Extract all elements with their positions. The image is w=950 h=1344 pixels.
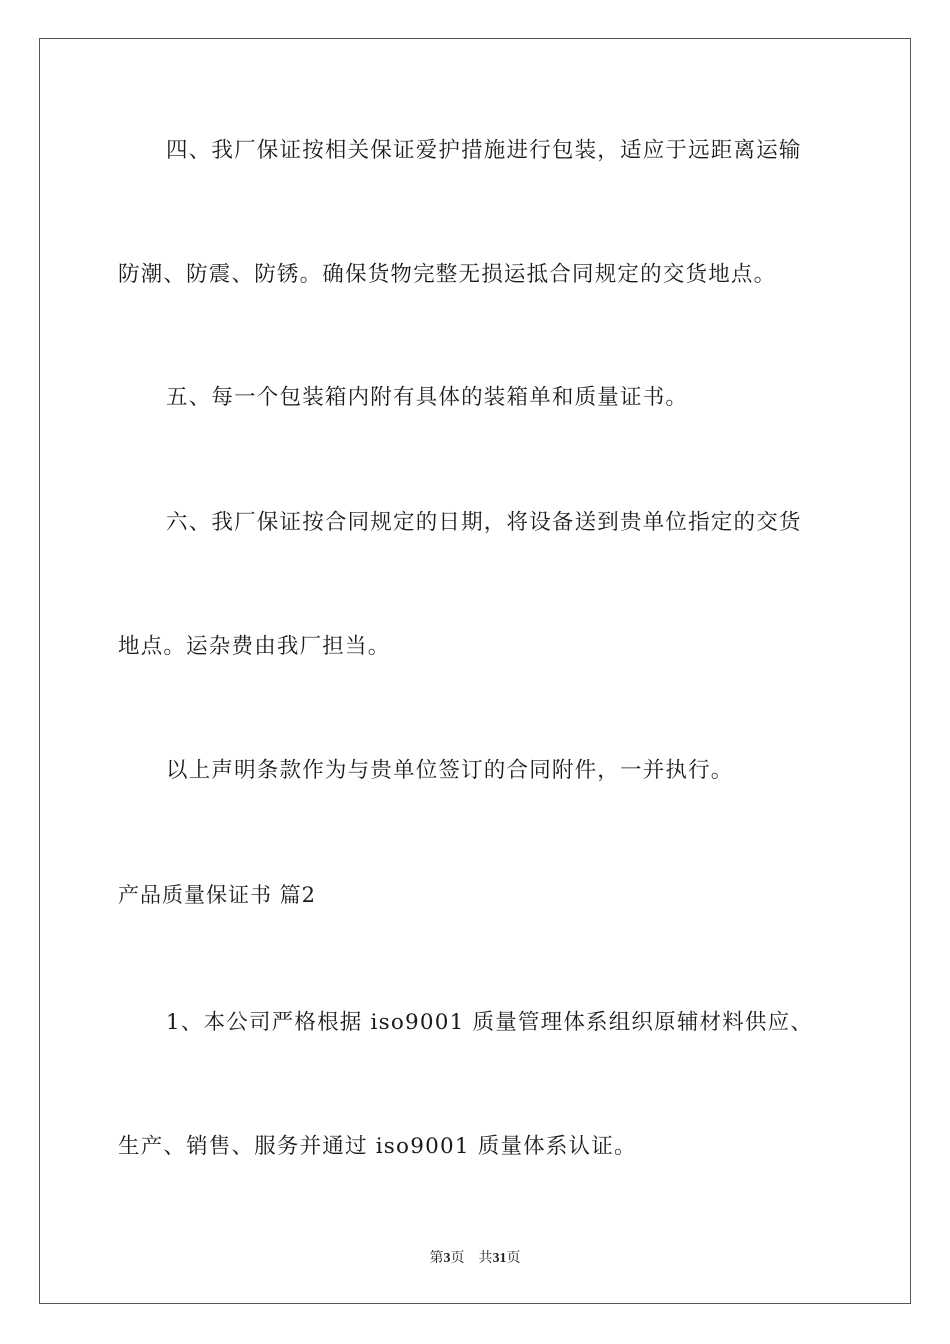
paragraph-line-3: 五、每一个包装箱内附有具体的装箱单和质量证书。 [166, 385, 689, 410]
paragraph-line-2: 防潮、防震、防锈。确保货物完整无损运抵合同规定的交货地点。 [118, 262, 777, 287]
page-footer [0, 1247, 950, 1267]
paragraph-line-7: 1、本公司严格根据 iso9001 质量管理体系组织原辅材料供应、 [166, 1010, 814, 1035]
current-page-number: 3 [443, 1251, 451, 1266]
total-suffix: 页 [506, 1251, 521, 1266]
paragraph-line-4: 六、我厂保证按合同规定的日期，将设备送到贵单位指定的交货 [166, 510, 802, 535]
paragraph-line-5: 地点。运杂费由我厂担当。 [118, 634, 391, 659]
paragraph-line-8: 生产、销售、服务并通过 iso9001 质量体系认证。 [118, 1134, 637, 1159]
page-prefix: 第 [429, 1251, 444, 1266]
page-border [39, 38, 911, 1304]
total-page-count: 31 [492, 1251, 507, 1266]
paragraph-line-1: 四、我厂保证按相关保证爱护措施进行包装，适应于远距离运输 [166, 138, 802, 163]
page-suffix: 页 [450, 1251, 465, 1266]
total-prefix: 共 [478, 1251, 493, 1266]
section-heading: 产品质量保证书 篇2 [118, 883, 317, 907]
paragraph-line-6: 以上声明条款作为与贵单位签订的合同附件，一并执行。 [166, 758, 734, 783]
